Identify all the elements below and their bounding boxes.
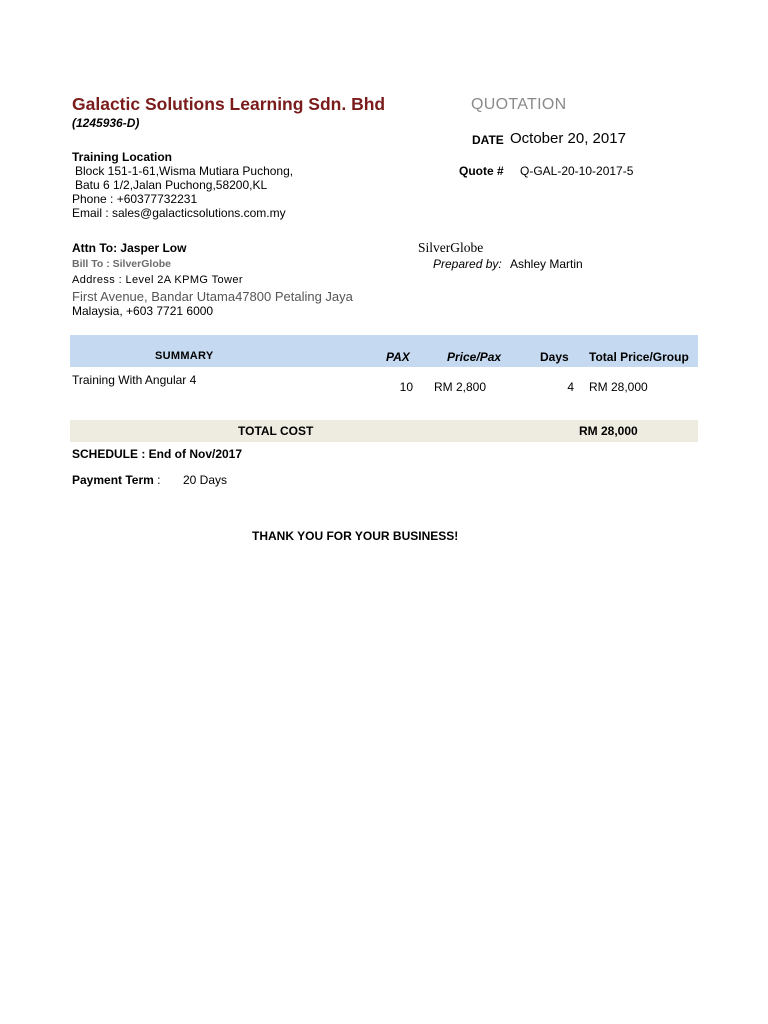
row-price-per-pax: RM 2,800 [434, 380, 487, 394]
training-address-line2: Batu 6 1/2,Jalan Puchong,58200,KL [75, 178, 268, 192]
prepared-by-label: Prepared by: [433, 257, 502, 271]
header-summary: SUMMARY [155, 350, 214, 362]
thank-you-message: THANK YOU FOR YOUR BUSINESS! [252, 529, 459, 543]
date-label: DATE [472, 133, 504, 147]
quote-number-value: Q-GAL-20-10-2017-5 [520, 164, 634, 178]
payment-term-value: 20 Days [183, 473, 228, 487]
row-total: RM 28,000 [589, 380, 648, 394]
document-title: QUOTATION [471, 96, 567, 113]
header-price-per-pax: Price/Pax [447, 350, 502, 364]
total-cost-bar [70, 420, 698, 442]
company-email: Email : sales@galacticsolutions.com.my [72, 206, 286, 220]
header-total-price-group: Total Price/Group [589, 350, 689, 364]
company-reg-no: (1245936-D) [72, 116, 140, 130]
bill-to: Bill To : SilverGlobe [72, 258, 171, 270]
schedule: SCHEDULE : End of Nov/2017 [72, 447, 243, 461]
quote-number-label: Quote # [459, 164, 504, 178]
company-phone: Phone : +60377732231 [72, 192, 198, 206]
client-address: Address : Level 2A KPMG Tower [72, 274, 243, 286]
table-header [70, 335, 698, 367]
date-value: October 20, 2017 [510, 130, 626, 147]
row-pax: 10 [399, 380, 413, 394]
attention-to: Attn To: Jasper Low [72, 241, 187, 255]
client-name: SilverGlobe [418, 240, 484, 255]
total-cost-value: RM 28,000 [579, 424, 638, 438]
client-address-line2: First Avenue, Bandar Utama47800 Petaling Jaya [72, 289, 353, 304]
payment-term-label-text: Payment Term [72, 473, 154, 487]
training-location-label: Training Location [72, 150, 173, 164]
header-days: Days [540, 350, 569, 364]
payment-term-separator: : [153, 473, 161, 487]
training-address-line1: Block 151-1-61,Wisma Mutiara Puchong, [75, 164, 294, 178]
prepared-by-value: Ashley Martin [510, 257, 583, 271]
header-pax: PAX [386, 350, 410, 364]
client-address-line3: Malaysia, +603 7721 6000 [72, 304, 214, 318]
row-description: Training With Angular 4 [72, 373, 197, 387]
row-days: 4 [567, 380, 574, 394]
company-name: Galactic Solutions Learning Sdn. Bhd [72, 94, 386, 114]
total-cost-label: TOTAL COST [238, 424, 314, 438]
payment-term-label [72, 473, 160, 487]
